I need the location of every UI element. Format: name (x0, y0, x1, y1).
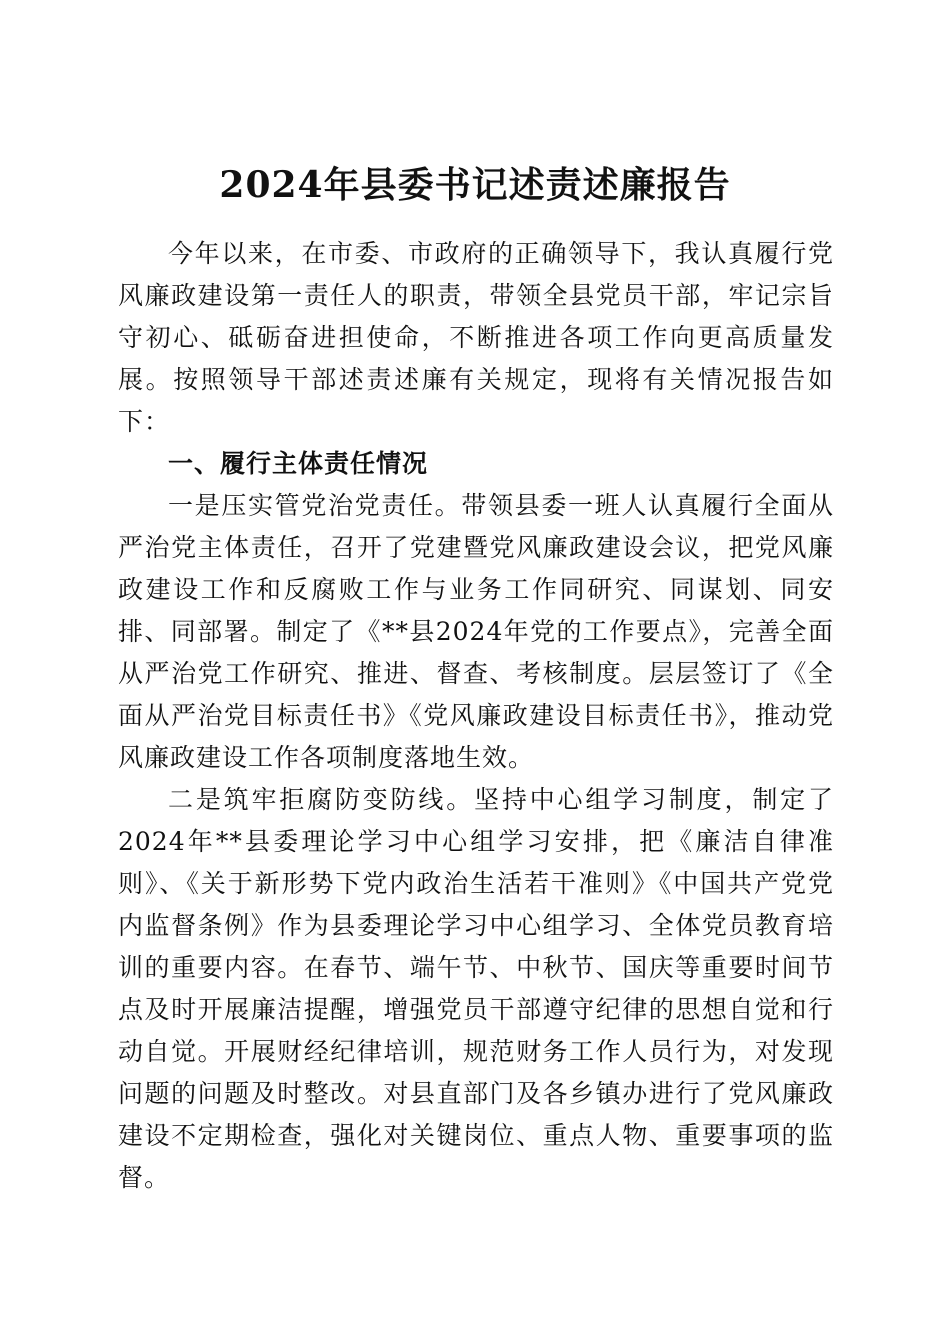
section-heading: 一、履行主体责任情况 (168, 449, 429, 478)
paragraph-1: 一是压实管党治党责任。带领县委一班人认真履行全面从严治党主体责任，召开了党建暨党风廉政建设会议，把党风廉政建设工作和反腐败工作与业务工作同研究、同谋划、同安排、同部署。制定了《**县2024年党的工作要点》，完善全面从严治党工作研究、推进、督查、考核制度。层层签订了《全面从严治党目标责任书》《党风廉政建设目标责任书》，推动党风廉政建设工作各项制度落地生效。 (118, 491, 834, 772)
paragraph-2: 二是筑牢拒腐防变防线。坚持中心组学习制度，制定了2024年**县委理论学习中心组学习安排，把《廉洁自律准则》、《关于新形势下党内政治生活若干准则》《中国共产党党内监督条例》作为县委理论学习中心组学习、全体党员教育培训的重要内容。在春节、端午节、中秋节、国庆等重要时间节点及时开展廉洁提醒，增强党员干部遵守纪律的思想自觉和行动自觉。开展财经纪律培训，规范财务工作人员行为，对发现问题的问题及时整改。对县直部门及各乡镇办进行了党风廉政建设不定期检查，强化对关键岗位、重点人物、重要事项的监督。 (118, 785, 834, 1192)
intro-paragraph: 今年以来，在市委、市政府的正确领导下，我认真履行党风廉政建设第一责任人的职责，带领全县党员干部，牢记宗旨守初心、砥砺奋进担使命，不断推进各项工作向更高质量发展。按照领导干部述责述廉有关规定，现将有关情况报告如下： (118, 239, 834, 436)
document-title: 2024年县委书记述责述廉报告 (219, 164, 731, 207)
document-body (118, 233, 834, 1199)
